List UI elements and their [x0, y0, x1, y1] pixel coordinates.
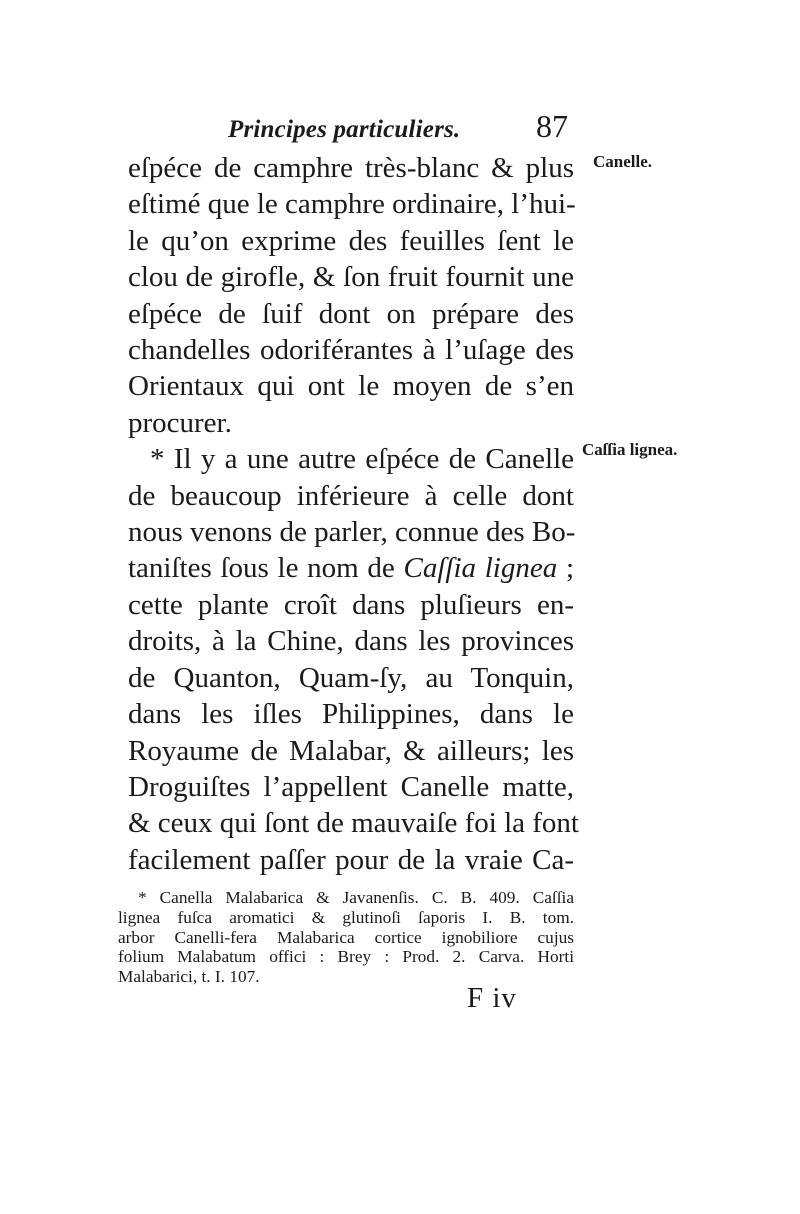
body-line: dans les iſles Philippines, dans le [128, 698, 574, 731]
signature-mark: F iv [467, 982, 517, 1014]
body-line-with-italic [128, 550, 574, 586]
body-line: de Quanton, Quam-ſy, au Tonquin, [128, 661, 574, 694]
footnote-line: arbor Canelli-fera Malabarica cortice ignobiliore cujus [118, 927, 574, 947]
margin-note-canelle: Canelle. [593, 152, 653, 171]
running-head: Principes particuliers. [228, 116, 461, 143]
footnote-line: lignea fuſca aromatici & glutinoſi ſaporis I. B. tom. [118, 907, 574, 927]
body-line: nous venons de parler, connue des Bo- [128, 516, 576, 549]
body-text [128, 150, 579, 878]
body-line: * Il y a une autre eſpéce de Canelle [150, 443, 574, 476]
footnote-line: Malabarici, t. I. 107. [118, 967, 260, 987]
footnote [118, 888, 574, 987]
body-line: & ceux qui ſont de mauvaiſe foi la font [128, 807, 579, 840]
body-text-fragment: taniſtes ſous le nom de [128, 552, 395, 585]
body-line: facilement paſſer pour de la vraie Ca- [128, 843, 574, 876]
body-line: Royaume de Malabar, & ailleurs; les [128, 734, 574, 767]
page-number: 87 [536, 108, 568, 144]
body-line: de beaucoup inférieure à celle dont [128, 479, 574, 512]
body-line: clou de girofle, & ſon fruit fournit une [128, 261, 574, 294]
body-line: le qu’on exprime des feuilles ſent le [128, 224, 574, 257]
body-line: droits, à la Chine, dans les provinces [128, 625, 574, 658]
body-line: procurer. [128, 406, 232, 439]
footnote-line: folium Malabatum offici : Brey : Prod. 2. Carva. Horti [118, 947, 574, 967]
body-line: chandelles odoriférantes à l’uſage des [128, 334, 574, 367]
body-line: Orientaux qui ont le moyen de s’en [128, 370, 574, 403]
footnote-line: * Canella Malabarica & Javanenſis. C. B. 409. Caſſia [138, 888, 574, 907]
body-text-fragment: ; [557, 552, 575, 585]
body-line: Droguiſtes l’appellent Canelle matte, [128, 770, 574, 803]
body-line: eſpéce de camphre très-blanc & plus [128, 152, 574, 184]
italic-term: Caſſia lignea [403, 552, 558, 585]
margin-note-cassia-lignea: Caſſia lignea. [582, 440, 678, 459]
body-line: cette plante croît dans pluſieurs en- [128, 588, 574, 621]
body-line: eſpéce de ſuif dont on prépare des [128, 297, 574, 330]
body-line: eſtimé que le camphre ordinaire, l’hui- [128, 188, 576, 221]
